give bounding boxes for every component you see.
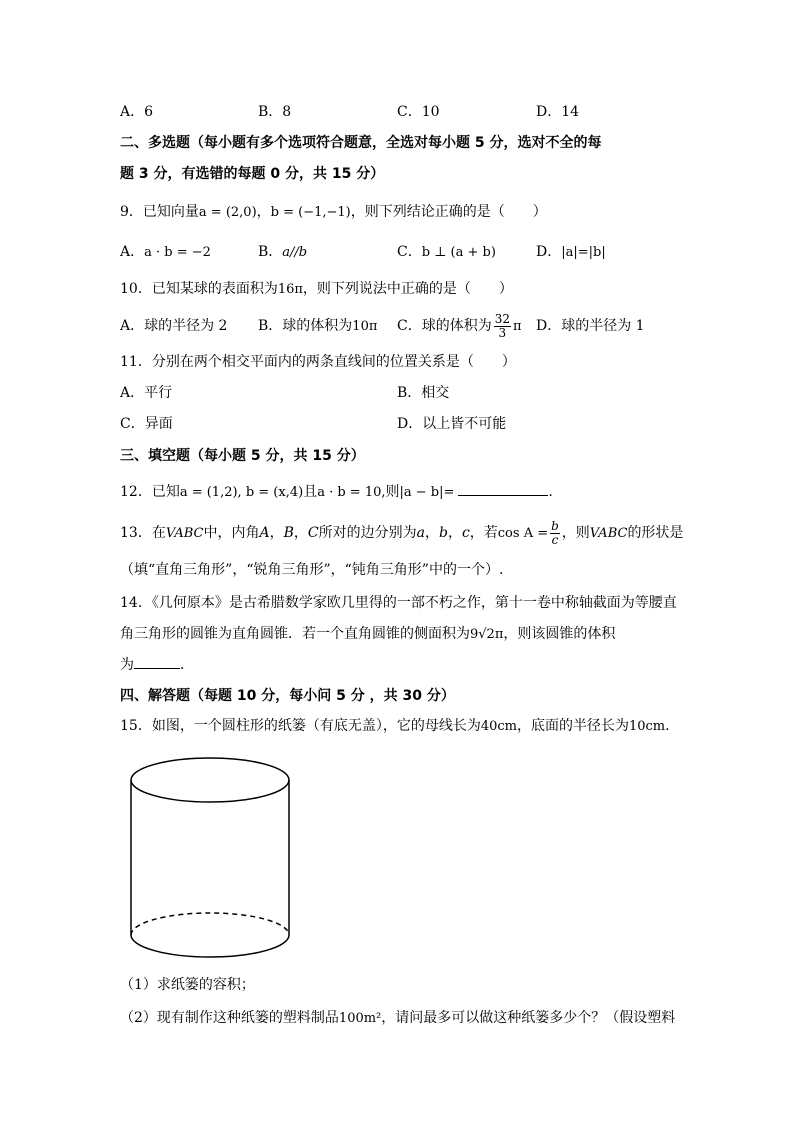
q14-answer-blank[interactable] — [134, 656, 180, 669]
q14-line2 — [120, 624, 615, 645]
q12-condition: a · b = 10, — [317, 485, 386, 500]
q13-stem-line2: （填“直角三角形”，“锐角三角形”，“钝角三角形”中的一个）. — [120, 562, 504, 578]
q13-triangle-2: VABC — [589, 526, 628, 541]
q9-stem — [120, 202, 547, 223]
q15-part2 — [120, 1008, 675, 1029]
section2-heading-line2: 题 3 分，有选错的每题 0 分，共 15 分） — [120, 166, 385, 182]
q12-end: . — [548, 484, 553, 500]
q9-option-a-label: A． — [120, 244, 145, 260]
q13-comma2: ， — [293, 525, 308, 541]
q13-text4: ，则 — [561, 525, 590, 541]
q9-option-a — [120, 242, 211, 263]
q9-stem-suffix: ，则下列结论正确的是（ ） — [350, 204, 547, 220]
q9-vector-a: a = (2,0) — [198, 205, 257, 220]
q15-stem-prefix: 15．如图，一个圆柱形的纸篓（有底无盖），它的母线长为 — [120, 718, 481, 734]
q10-stem-prefix: 10．已知某球的表面积为 — [120, 281, 278, 297]
q15-stem-mid: ，底面的半径长为 — [516, 718, 629, 734]
q11-option-b: B．相交 — [397, 385, 450, 401]
q15-part2-prefix: （2）现有制作这种纸篓的塑料制品 — [120, 1010, 339, 1026]
q10-option-c — [397, 308, 522, 345]
q13-side-c: c — [461, 525, 470, 541]
q9-option-c — [397, 242, 496, 263]
q10-stem-suffix: ，则下列说法中正确的是（ ） — [302, 281, 513, 297]
q13-c2: ， — [447, 525, 462, 541]
q13-triangle: VABC — [165, 526, 204, 541]
q10-option-d: D．球的半径为 1 — [536, 318, 645, 334]
q15-part1: （1）求纸篓的容积； — [120, 977, 255, 993]
q11-option-c: C．异面 — [120, 416, 173, 432]
q10-fraction-den: 3 — [498, 325, 507, 340]
q9-option-d — [536, 242, 606, 263]
q9-option-a-expr: a · b = −2 — [144, 245, 211, 260]
q8-option-b: B．8 — [258, 104, 292, 120]
q13-side-a: a — [416, 525, 425, 541]
q11-option-d: D．以上皆不可能 — [397, 416, 507, 432]
q8-option-a: A．6 — [120, 104, 154, 120]
q12-target: |a − b| — [399, 485, 444, 500]
q15-length: 40cm — [480, 719, 517, 734]
q9-sep: ， — [256, 204, 271, 220]
q13-comma1: ， — [269, 525, 284, 541]
q14-line3-prefix: 为 — [120, 657, 134, 673]
q9-stem-prefix: 9．已知向量 — [120, 204, 199, 220]
q10-stem — [120, 279, 513, 300]
cylinder-bottom-front-arc — [131, 935, 289, 957]
q12-prefix: 12．已知 — [120, 484, 180, 500]
q12-mid: 且 — [303, 484, 318, 500]
q15-stem-end: . — [665, 718, 670, 734]
q9-option-c-label: C． — [397, 244, 422, 260]
q10-option-c-pi: π — [513, 319, 522, 334]
q10-option-c-prefix: C．球的体积为 — [397, 318, 492, 334]
q10-option-b — [258, 316, 377, 337]
q13-text2: 所对的边分别为 — [318, 525, 417, 541]
q14-line3 — [120, 655, 194, 675]
q10-option-a: A．球的半径为 2 — [120, 318, 228, 334]
q8-option-d: D．14 — [536, 104, 580, 120]
q13-fraction — [550, 520, 560, 547]
q9-option-b-label: B． — [258, 244, 283, 260]
q8-option-c: C．10 — [397, 104, 440, 120]
q13-angle-a: A — [259, 525, 270, 541]
q14-line1: 14．《几何原本》是古希腊数学家欧几里得的一部不朽之作，第十一卷中称轴截面为等腰直 — [120, 595, 677, 611]
q9-option-b-expr: a//b — [282, 245, 308, 260]
q15-part2-suffix: ，请问最多可以做这种纸篓多少个？（假设塑料 — [381, 1010, 676, 1026]
q15-stem — [120, 716, 670, 737]
q13-stem-line1 — [120, 516, 683, 551]
q9-option-d-expr: |a|=|b| — [561, 245, 606, 260]
cylinder-top-ellipse — [131, 758, 289, 802]
q13-side-b: b — [438, 525, 448, 541]
q9-option-d-label: D． — [536, 244, 562, 260]
q10-option-b-prefix: B．球的体积为 — [258, 318, 353, 334]
cylinder-figure — [125, 755, 297, 965]
q15-part2-val: 100m² — [338, 1011, 382, 1026]
q10-option-b-val: 10π — [352, 319, 378, 334]
q13-angle-c: C — [307, 525, 319, 541]
q13-text3: ，若 — [469, 525, 498, 541]
q10-area: 16π — [277, 282, 303, 297]
q12-answer-blank[interactable] — [458, 483, 548, 496]
q11-option-a: A．平行 — [120, 385, 173, 401]
q12-vectors: a = (1,2), b = (x,4) — [179, 485, 304, 500]
q9-vector-b: b = (−1,−1) — [270, 205, 351, 220]
q9-option-b — [258, 242, 307, 263]
q13-cos: cos A = — [497, 526, 549, 541]
q11-stem: 11．分别在两个相交平面内的两条直线间的位置关系是（ ） — [120, 354, 516, 370]
q13-prefix: 13．在 — [120, 525, 166, 541]
q13-text1: 中，内角 — [203, 525, 260, 541]
q13-fraction-den: c — [551, 532, 559, 547]
q14-line3-suffix: ． — [180, 657, 194, 673]
q13-c1: ， — [424, 525, 439, 541]
q9-option-c-expr: b ⊥ (a + b) — [421, 245, 496, 260]
q15-radius: 10cm — [628, 719, 666, 734]
q13-angle-b: B — [283, 525, 294, 541]
q14-line2-prefix: 角三角形的圆锥为直角圆锥．若一个直角圆锥的侧面积为 — [120, 626, 470, 642]
q14-area: 9√2π — [470, 627, 504, 642]
q13-text5: 的形状是 — [627, 525, 684, 541]
section2-heading-line1: 二、多选题（每小题有多个选项符合题意，全选对每小题 5 分，选对不全的每 — [120, 135, 602, 151]
section3-heading: 三、填空题（每小题 5 分，共 15 分） — [120, 448, 365, 464]
q13-fraction-num: b — [551, 518, 559, 533]
q10-fraction-num: 32 — [494, 311, 510, 326]
q10-option-c-fraction — [494, 313, 511, 340]
cylinder-bottom-hidden-arc — [131, 913, 289, 935]
section4-heading: 四、解答题（每题 10 分，每小问 5 分 ，共 30 分） — [120, 688, 455, 704]
q12-stem — [120, 482, 553, 503]
q12-eq: = — [443, 485, 455, 500]
q12-then: 则 — [385, 484, 400, 500]
q14-line2-suffix: ，则该圆锥的体积 — [503, 626, 616, 642]
